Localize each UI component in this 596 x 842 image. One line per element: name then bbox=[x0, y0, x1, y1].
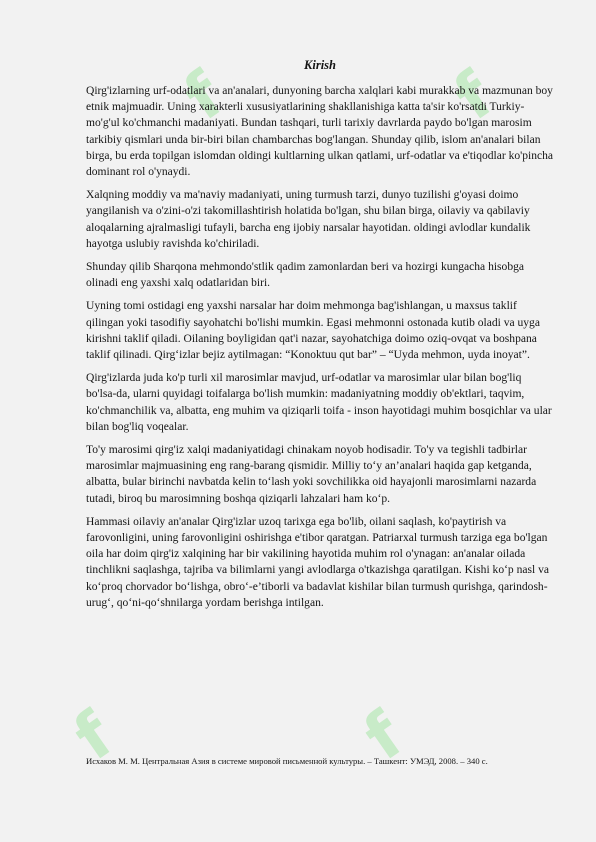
paragraph-7: Hammasi oilaviy an'analar Qirg'izlar uzoq tarixga ega bo'lib, oilani saqlash, ko'paytirish va farovonligini, uning farovonligini oshirishga e'tibor qaratgan. Patriarxal turmush tarziga ega bo'lgan oila har doim qirg'iz xalqining har bir vakilining hayotida muhim rol o'ynagan: an'analar oilada tinchlikni saqlashga, tajriba va bilimlarni yangi avlodlarga o'tkazishga qaratilgan. Kishi ko‘p nasl va ko‘proq chorvador bo‘lishga, obro‘-e’tiborli va badavlat kishilar bilan turmush qurishga, qarindosh-urug‘, qo‘ni-qo‘shnilarga yordam berishga intilgan. bbox=[86, 515, 549, 609]
paragraph-5: Qirg'izlarda juda ko'p turli xil marosimlar mavjud, urf-odatlar va marosimlar ular bilan bog'liq bo'lsa-da, ularni quyidagi toifalarga bo'lish mumkin: madaniyatning moddiy ob'ektlari, taqvim, ko'chmanchilik va, albatta, eng muhim va qiziqarli toifa - inson hayotidagi muhim bosqichlar va ular bilan bog'liq voqealar. bbox=[86, 372, 552, 433]
paragraph-3: Shunday qilib Sharqona mehmondo'stlik qadim zamonlardan beri va hozirgi kungacha hisobga olinadi eng yaxshi xalq odatlaridan biri. bbox=[86, 261, 524, 290]
watermark-logo: f bbox=[351, 698, 417, 776]
watermark-logo: f bbox=[61, 698, 127, 776]
paragraph-2: Xalqning moddiy va ma'naviy madaniyati, uning turmush tarzi, dunyo tuzilishi g'oyasi doimo yangilanish va o'zini-o'zi takomillashtirish holatida bo'lgan, shu bilan birga, oilaviy va qabilaviy aloqalarning ajralmasligi tufayli, barcha eng ijobiy narsalar hayotidan. oldingi avlodlar kundalik hayotga uslubiy ravishda ko'chiriladi. bbox=[86, 189, 531, 250]
document-body bbox=[86, 58, 554, 618]
document-title: Kirish bbox=[304, 58, 336, 72]
footnote: Исхаков М. М. Центральная Азия в системе мировой письменной культуры. – Ташкент: УМЭД, 2008. – 340 с. bbox=[86, 756, 488, 766]
paragraph-4: Uyning tomi ostidagi eng yaxshi narsalar har doim mehmonga bag'ishlangan, u maxsus taklif qilingan yoki tasodifiy sayohatchi bo'lishi mumkin. Egasi mehmonni ostonada kutib oladi va uyga kirishni taklif qiladi. Oilaning boyligidan qat'i nazar, sayohatchiga doimo oziq-ovqat va boshpana taklif qilinadi. Qirg‘izlar bejiz aytilmagan: “Konoktuu qut bar” – “Uyda mehmon, uyda inoyat”. bbox=[86, 300, 540, 362]
paragraph-6: To'y marosimi qirg'iz xalqi madaniyatidagi chinakam noyob hodisadir. To'y va tegishli tadbirlar marosimlar majmuasining eng rang-barang qismidir. Milliy to‘y an’analari haqida gap ketganda, albatta, bular birinchi navbatda kelin to‘lash yoki sovchilikka oid hayajonli marosimlarni nazarda tutadi, biroq bu marosimning boshqa qiziqarli lahzalari ham ko‘p. bbox=[86, 444, 537, 505]
paragraph-1: Qirg'izlarning urf-odatlari va an'analari, dunyoning barcha xalqlari kabi murakkab va mazmunan boy etnik majmuadir. Uning xarakterli xususiyatlarining shakllanishiga katta ta'sir ko'rsatdi Turkiy-mo'g'ul ko'chmanchi madaniyati. Bundan tashqari, turli tarixiy davrlarda paydo bo'lgan marosim tarkibiy qismlari unda bir-biri bilan chambarchas bog'langan. Shunday qilib, islom an'analari bilan birga, bu erda topilgan islomdan oldingi kultlarning ulkan qatlami, urf-odatlar va e'tiqodlar ko'pincha dominant rol o'ynaydi. bbox=[86, 85, 553, 179]
watermark-logo: f bbox=[441, 58, 507, 136]
watermark-logo: f bbox=[171, 58, 237, 136]
